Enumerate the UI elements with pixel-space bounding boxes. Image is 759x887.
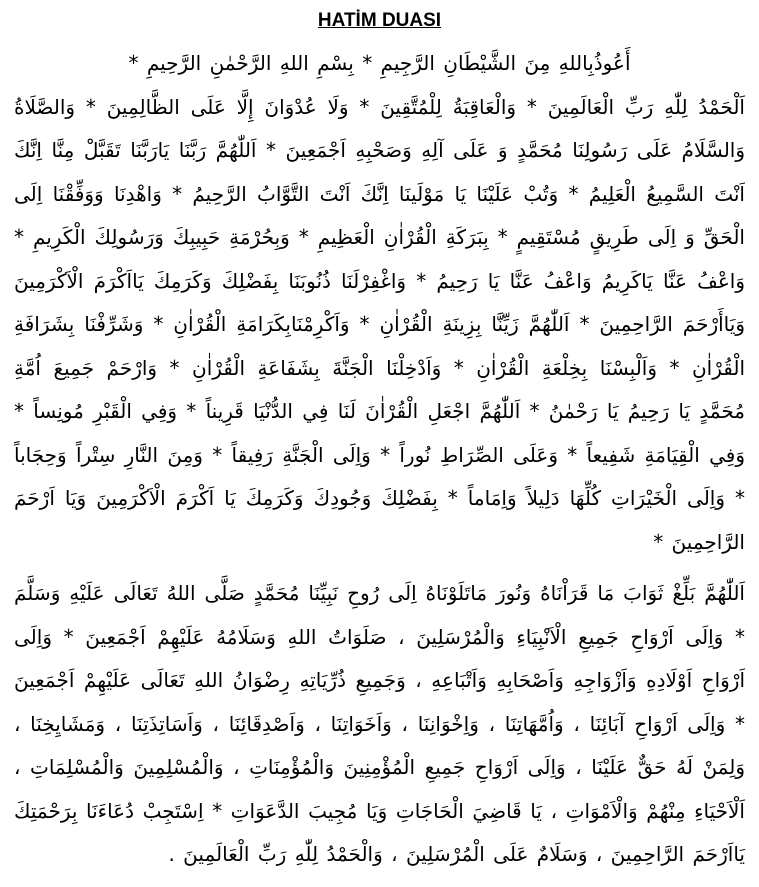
opening-line: أَعُوذُبِاللهِ مِنَ الشَّيْطَانِ الرَّجِيمِ * بِسْمِ اللهِ الرَّحْمٰنِ الرَّحِيمِ * <box>128 51 631 75</box>
prayer-paragraph-2: اَللّٰهُمَّ بَلِّغْ ثَوَابَ مَا قَرَاْنَاهُ وَنُورَ مَاتَلَوْنَاهُ اِلَى رُوحِ نَبِيِّنَا مُحَمَّدٍ صَلَّى اللهُ تَعَالَى عَلَيْهِ وَسَلَّمَ * وَاِلَى اَرْوَاحِ جَمِيعِ الْاَنْبِيَاءِ وَالْمُرْسَلِينَ ، صَلَوَاتُ اللهِ وَسَلَامُهُ عَلَيْهِمْ اَجْمَعِينَ * وَاِلَى اَرْوَاحِ اَوْلَادِهِ وَاَزْوَاجِهِ وَاَصْحَابِهِ وَاَتْبَاعِهِ ، وَجَمِيعِ ذُرِّيَاتِهِ رِضْوَانُ اللهِ تَعَالَى عَلَيْهِمْ اَجْمَعِينَ * وَاِلَى اَرْوَاحِ آبَائِنَا ، وَاُمَّهَاتِنَا ، وَاِخْوَانِنَا ، وَاَخَوَاتِنَا ، وَاَصْدِقَائِنَا ، وَاَسَاتِذَتِنَا ، وَمَشَايِخِنَا ، وَلِمَنْ لَهُ حَقٌّ عَلَيْنَا ، وَاِلَى اَرْوَاحِ جَمِيعِ الْمُؤْمِنِينَ وَالْمُؤْمِنَاتِ ، وَالْمُسْلِمِينَ وَالْمُسْلِمَاتِ ، اَلْاَحْيَاءِ مِنْهُمْ وَالْاَمْوَاتِ ، يَا قَاضِيَ الْحَاجَاتِ وَيَا مُجِيبَ الدَّعَوَاتِ * اِسْتَجِبْ دُعَاءَنَا بِرَحْمَتِكَ يَااَرْحَمَ الرَّاحِمِينَ ، وَسَلَامٌ عَلَى الْمُرْسَلِينَ ، وَالْحَمْدُ لِلّٰهِ رَبِّ الْعَالَمِينَ . <box>14 581 745 866</box>
prayer-paragraph-1: اَلْحَمْدُ لِلّٰهِ رَبِّ الْعَالَمِينَ * وَالْعَاقِبَةُ لِلْمُتَّقِينَ * وَلَا عُدْوَانَ إِلَّا عَلَى الظَّالِمِينَ * وَالصَّلَاةُ وَالسَّلَامُ عَلَى رَسُولِنَا مُحَمَّدٍ وَ عَلَى آلِهِ وَصَحْبِهِ اَجْمَعِينَ * اَللّٰهُمَّ رَبَّنَا يَارَبَّنَا تَقَبَّلْ مِنَّا اِنَّكَ اَنْتَ السَّمِيعُ الْعَلِيمُ * وَتُبْ عَلَيْنَا يَا مَوْلَينَا اِنَّكَ اَنْتَ التَّوَّابُ الرَّحِيمُ * وَاهْدِنَا وَوَفِّقْنَا اِلَى الْحَقِّ وَ اِلَى طَرِيقٍ مُسْتَقِيمٍ * بِبَرَكَةِ الْقُرْاٰنِ الْعَظِيمِ * وَبِحُرْمَةِ حَبِيبِكَ وَرَسُولِكَ الْكَرِيمِ * وَاعْفُ عَنَّا يَاكَرِيمُ وَاعْفُ عَنَّا يَا رَحِيمُ * وَاغْفِرْلَنَا ذُنُوبَنَا بِفَضْلِكَ وَكَرَمِكَ يَااَكْرَمَ الْاَكْرَمِينَ وَيَاأَرْحَمَ الرَّاحِمِينَ * اَللّٰهُمَّ زَيِّنَّا بِزِينَةِ الْقُرْاٰنِ * وَاَكْرِمْنَابِكَرَامَةِ الْقُرْاٰنِ * وَشَرِّفْنَا بِشَرَافَةِ الْقُرْاٰنِ * وَاَلْبِسْنَا بِخِلْعَةِ الْقُرْاٰنِ * وَاَدْخِلْنَا الْجَنَّةَ بِشَفَاعَةِ الْقُرْاٰنِ * وَارْحَمْ جَمِيعَ اُمَّةِ مُحَمَّدٍ يَا رَحِيمُ يَا رَحْمٰنُ * اَللّٰهُمَّ اجْعَلِ الْقُرْاٰنَ لَنَا فِي الدُّنْيَا قَرِيناً * وَفِي الْقَبْرِ مُونِساً * وَفِي الْقِيَامَةِ شَفِيعاً * وَعَلَى الصِّرَاطِ نُوراً * وَاِلَى الْجَنَّةِ رَفِيقاً * وَمِنَ النَّارِ سِتْراً وَحِجَاباً * وَاِلَى الْخَيْرَاتِ كُلِّهَا دَلِيلاً وَاِمَاماً * بِفَضْلِكَ وَجُودِكَ وَكَرَمِكَ يَا اَكْرَمَ الْاَكْرَمِينَ وَيَا اَرْحَمَ الرَّاحِمِينَ * <box>14 94 745 554</box>
page-title: HATİM DUASI <box>317 10 442 31</box>
paragraph-spacer <box>14 564 745 572</box>
